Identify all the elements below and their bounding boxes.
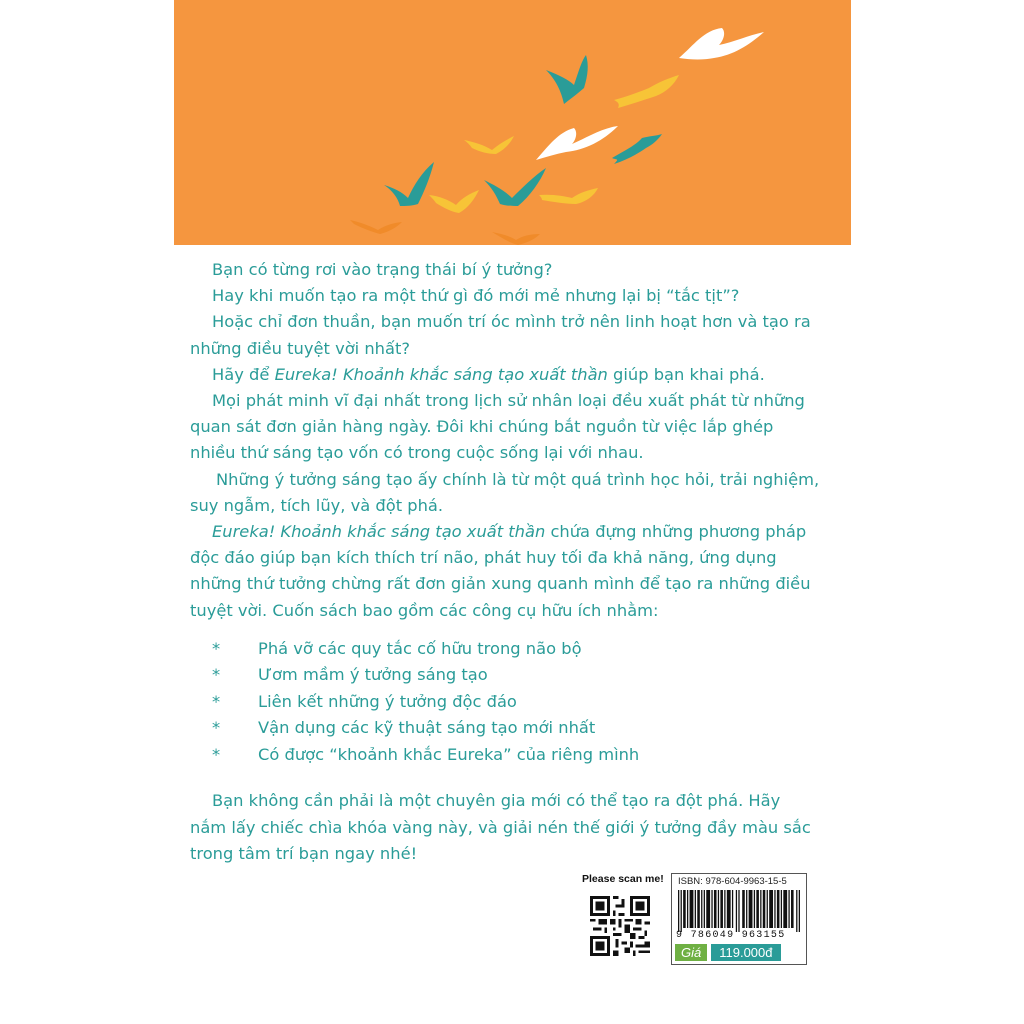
flying-birds-illustration: [174, 0, 851, 245]
bullet-star: *: [212, 744, 221, 764]
invitation-post: giúp bạn khai phá.: [607, 364, 765, 384]
bird-teal-4: [484, 168, 546, 206]
barcode-icon: [678, 890, 800, 932]
tool-label: Liên kết những ý tưởng độc đáo: [258, 691, 517, 711]
bullet-star: *: [212, 638, 221, 658]
tool-label: Vận dụng các kỹ thuật sáng tạo mới nhất: [258, 718, 596, 738]
tool-label: Ươm mầm ý tưởng sáng tạo: [258, 665, 488, 685]
paragraph-invitation: [190, 362, 820, 388]
list-item: [190, 662, 820, 689]
bird-yellow-3: [429, 190, 479, 213]
bird-orange-2: [492, 232, 540, 245]
bird-teal-2: [612, 134, 662, 164]
book-title-inline-2: Eureka! Khoảnh khắc sáng tạo xuất thần: [212, 522, 546, 542]
paragraph-inventions: Mọi phát minh vĩ đại nhất trong lịch sử nhân loại đều xuất phát từ những quan sát đơn giản hàng ngày. Đôi khi chúng bắt nguồn từ việc lắp ghép nhiều thứ sáng tạo vốn có trong cuộc sống lại với nhau.: [190, 391, 805, 463]
bird-yellow-2: [464, 136, 514, 154]
price-label: Giá: [675, 944, 707, 961]
paragraph-question-2: Hay khi muốn tạo ra một thứ gì đó mới mẻ nhưng lại bị “tắc tịt”?: [212, 286, 740, 306]
barcode-digits: 9 786049 963155: [676, 930, 786, 941]
list-item: [190, 715, 820, 742]
bullet-star: *: [212, 718, 221, 738]
barcode-panel: [671, 873, 807, 965]
paragraph-closing: Bạn không cần phải là một chuyên gia mới có thể tạo ra đột phá. Hãy nắm lấy chiếc chìa khóa vàng này, và giải nén thế giới ý tưởng đầy màu sắc trong tâm trí bạn ngay nhé!: [190, 791, 811, 863]
bullet-star: *: [212, 665, 221, 685]
bird-yellow-4: [539, 188, 598, 204]
qr-label: Please scan me!: [582, 873, 664, 885]
isbn-text: ISBN: 978-604-9963-15-5: [678, 876, 787, 887]
price-tag: [675, 944, 781, 961]
list-item: [190, 689, 820, 716]
paragraph-question-3: Hoặc chỉ đơn thuần, bạn muốn trí óc mình trở nên linh hoạt hơn và tạo ra những điều tuyệt vời nhất?: [190, 312, 811, 358]
bird-teal-3: [384, 162, 434, 206]
tools-list: [190, 636, 820, 769]
bird-teal-1: [546, 55, 588, 104]
paragraph-question-1: Bạn có từng rơi vào trạng thái bí ý tưởng?: [212, 260, 553, 279]
list-item: [190, 742, 820, 769]
blurb-text: [190, 257, 820, 867]
bird-yellow-1: [614, 75, 679, 108]
tool-label: Phá vỡ các quy tắc cố hữu trong não bộ: [258, 638, 582, 658]
list-item: [190, 636, 820, 663]
contents-post: chứa đựng những phương pháp độc đáo giúp bạn kích thích trí não, phát huy tối đa khả năng, ứng dụng những thứ tưởng chừng rất đơn giản xung quanh mình để tạo ra những điều tuyệt vời. Cuốn sách bao gồm các công cụ hữu ích nhằm:: [190, 522, 811, 620]
book-title-inline: Eureka! Khoảnh khắc sáng tạo xuất thần: [274, 364, 608, 384]
qr-code-icon[interactable]: [590, 896, 650, 956]
bird-orange-1: [350, 220, 402, 234]
bullet-star: *: [212, 691, 221, 711]
price-value: 119.000đ: [711, 944, 780, 961]
bird-white-1: [679, 28, 764, 60]
bird-banner: [174, 0, 851, 245]
paragraph-ideas: Những ý tưởng sáng tạo ấy chính là từ một quá trình học hỏi, trải nghiệm, suy ngẫm, tích lũy, và đột phá.: [190, 469, 820, 515]
invitation-pre: Hãy để: [212, 364, 275, 384]
bird-white-2: [536, 126, 618, 160]
paragraph-contents: [190, 519, 820, 624]
tool-label: Có được “khoảnh khắc Eureka” của riêng mình: [258, 744, 640, 764]
